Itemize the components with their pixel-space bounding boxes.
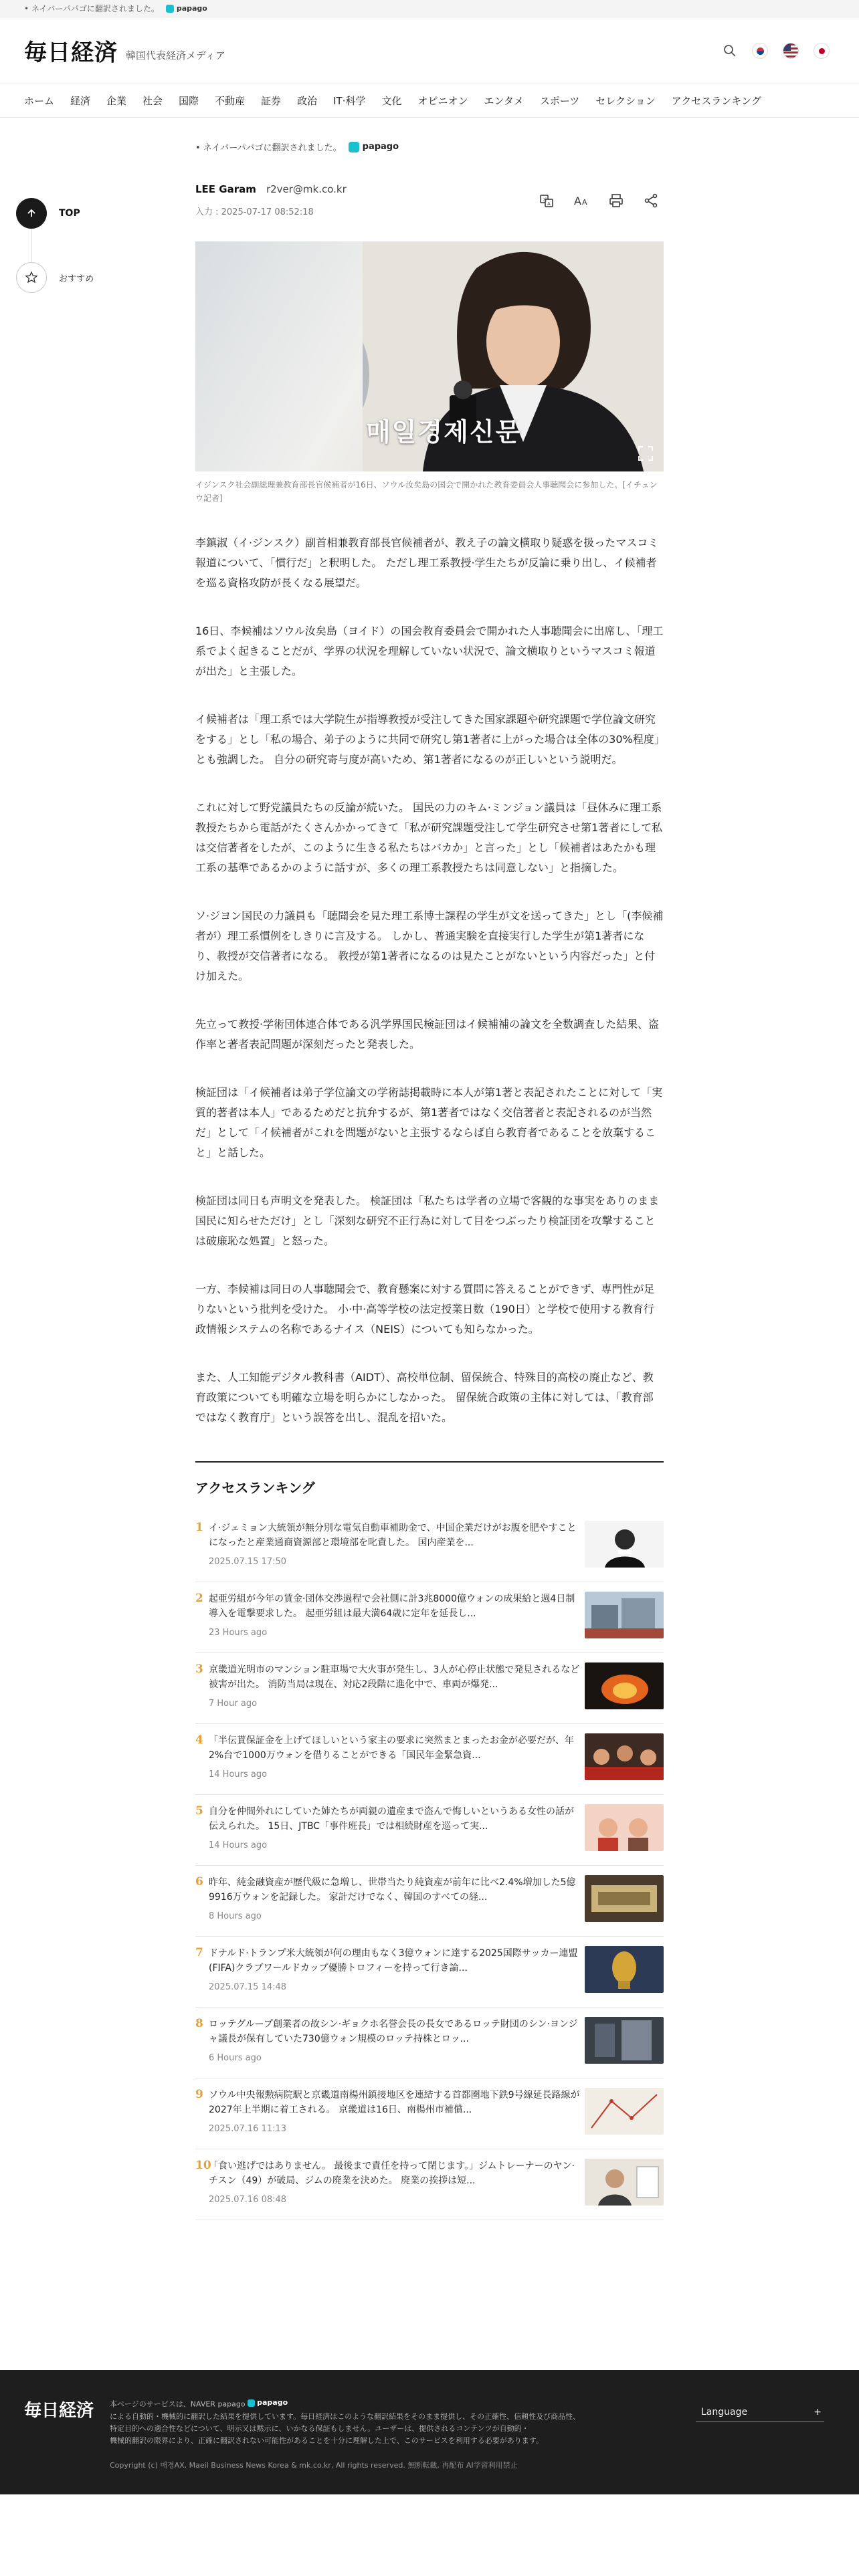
footer-disclaimer-line: 機械的翻訳の限界により、正確に翻訳されない可能性があることを十分に理解した上で、このサービスを利用する必要があります。 (110, 2436, 543, 2445)
rank-time: 6 Hours ago (209, 2053, 262, 2063)
nav-item-entertainment[interactable]: エンタメ (484, 95, 524, 107)
rank-headline[interactable]: 「食い逃げではありません。 最後まで責任を持って閉じます。」ジムトレーナーのヤン·チスン（49）が破局、ジムの廃業を決めた。 廃業の挨拶は短... (209, 2161, 575, 2186)
language-select[interactable] (696, 2402, 824, 2422)
nav-item-home[interactable]: ホーム (24, 95, 55, 107)
rank-thumbnail[interactable] (585, 1521, 664, 1568)
ranking-item[interactable] (195, 1653, 664, 1724)
section-divider (195, 1461, 664, 1463)
article-papago-badge (349, 142, 399, 152)
ranking-title: アクセスランキング (195, 1480, 315, 1496)
ranking-item[interactable] (195, 1582, 664, 1653)
translate-icon[interactable] (538, 192, 555, 209)
article-paragraph: イ候補者は「理工系では大学院生が指導教授が受注してきた国家課題や研究課題で学位論文研究をする」とし「私の場合、弟子のように共同で研究し第1著者に上がった場合は全体の30%程度」とも強調した。 自分の研究寄与度が高いため、第1著者になるのが正しいという説明だ。 (195, 713, 660, 766)
article-body (195, 533, 664, 1428)
article-translation-text: • ネイバーパパゴに翻訳されました。 (195, 143, 342, 153)
footer-disclaimer (110, 2397, 591, 2447)
rank-number: 9 (195, 2088, 203, 2101)
header-actions (723, 17, 830, 84)
recommend-label: おすすめ (59, 274, 94, 284)
article (195, 140, 664, 2220)
rank-thumbnail[interactable] (585, 2088, 664, 2135)
article-paragraph: また、人工知能デジタル教科書（AIDT）、高校単位制、留保統合、特殊目的高校の廃止など、教育政策についても明確な立場を明らかにしなかった。 留保統合政策の主体に対しては、「教育部ではなく教育庁」という誤答を出し、混乱を招いた。 (195, 1371, 654, 1424)
footer-papago-label: papago (257, 2398, 288, 2407)
article-paragraph: ソ·ジヨン国民の力議員も「聴聞会を見た理工系博士課程の学生が文を送ってきた」とし「(李候補者が）理工系慣例をしきりに言及する。 しかし、普通実験を直接実行した学生が第1著者になり、教授が交信著者になる。 教授が第1著者になるのは見たことがないという内容だった」と付け加えた。 (195, 909, 664, 982)
rank-headline[interactable]: ロッテグループ創業者の故シン·ギョクホ名誉会長の長女であるロッテ財団のシン·ヨンジャ議長が保有していた730億ウォン規模のロッテ持株とロッ... (209, 2019, 578, 2044)
plus-icon: + (814, 2406, 822, 2418)
rank-headline[interactable]: 「半伝貰保証金を上げてほしいという家主の要求に突然まとまったお金が必要だが、年2%台で1000万ウォンを借りることができる「国民年金緊急資... (209, 1735, 574, 1761)
article-paragraph: これに対して野党議員たちの反論が続いた。 国民の力のキム·ミンジョン議員は「昼休みに理工系教授たちから電話がたくさんかかってきて「私が研究課題受注して学生研究させ第1著者にして私は交信著者をしたが、このように生きる私たちはバカか」と言った」とし「候補者はあたかも理工系の基準であるかのように話すが、多くの理工系教授たちは同意しない」と指摘した。 (195, 801, 663, 874)
author-name[interactable]: LEE Garam (195, 183, 256, 195)
rank-number: 2 (195, 1592, 203, 1605)
us-flag-icon[interactable] (783, 43, 799, 59)
ranking-item[interactable] (195, 2149, 664, 2220)
rank-number: 1 (195, 1521, 203, 1534)
nav-item-world[interactable]: 国際 (179, 95, 199, 107)
papago-badge (166, 4, 207, 13)
rank-number: 4 (195, 1733, 203, 1747)
nav-item-society[interactable]: 社会 (142, 95, 163, 107)
rank-thumbnail[interactable] (585, 1946, 664, 1993)
rank-number: 7 (195, 1946, 203, 1959)
expand-icon[interactable] (637, 445, 654, 462)
font-size-icon[interactable] (573, 192, 590, 209)
svg-text:가: 가 (543, 197, 547, 203)
ranking-item[interactable] (195, 2008, 664, 2078)
footer-copyright: Copyright (c) 매경AX, Maeil Business News Korea & mk.co.kr, All rights reserved. 無断転載, 再配布 AI学習利用禁止 (110, 2461, 518, 2470)
nav-item-ranking[interactable]: アクセスランキング (671, 95, 761, 107)
scroll-top-button[interactable] (16, 198, 103, 229)
rank-headline[interactable]: 京畿道光明市のマンション駐車場で大火事が発生し、3人が心停止状態で発見されるなど被害が出た。 消防当局は現在、対応2段階に進化中で、車両が爆発... (209, 1665, 580, 1690)
rank-headline[interactable]: ドナルド·トランプ米大統領が何の理由もなく3億ウォンに達する2025国際サッカー連盟(FIFA)クラブワールドカップ優勝トロフィーを持って行き論... (209, 1948, 578, 1973)
footer-disclaimer-line: 本ページのサービスは、NAVER papago (110, 2399, 246, 2409)
ranking-item[interactable] (195, 1937, 664, 2008)
arrow-up-icon (16, 198, 47, 229)
rank-thumbnail[interactable] (585, 2159, 664, 2206)
nav-item-business[interactable]: 企業 (106, 95, 127, 107)
nav-item-selection[interactable]: セレクション (595, 95, 656, 107)
rank-thumbnail[interactable] (585, 2017, 664, 2064)
footer-papago-badge (248, 2397, 288, 2409)
papago-icon (349, 142, 359, 152)
footer-disclaimer-line: による自動的・機械的に翻訳した結果を提供しています。毎日経済はこのような翻訳結果をそのまま提供し、その正確性、信頼性及び商品性、 (110, 2411, 581, 2421)
svg-text:A: A (574, 195, 581, 207)
rank-time: 2025.07.16 08:48 (209, 2195, 287, 2205)
footer-disclaimer-line: 特定目的への適合性などについて、明示又は黙示に、いかなる保証もしません。ユーザーは、提供されるコンテンツが自動的・ (110, 2424, 529, 2433)
rank-headline[interactable]: 昨年、純金融資産が歴代級に急増し、世帯当たり純資産が前年に比べ2.4%増加した5億9916万ウォンを記録した。 家計だけでなく、韓国のすべての経... (209, 1877, 576, 1903)
rank-time: 7 Hour ago (209, 1699, 258, 1709)
article-paragraph: 検証団は「イ候補者は弟子学位論文の学術誌掲載時に本人が第1著と表記されたことに対して「実質的著者は本人」であるためだと抗弁するが、第1著者ではなく交信著者と表記されるのが当然だ」として「イ候補者がこれを問題がないと主張するならば自ら教育者であることを放棄すること」と話した。 (195, 1086, 663, 1159)
main-nav (0, 84, 859, 118)
ranking-list (195, 1511, 664, 2220)
article-tools (538, 192, 660, 209)
rank-headline[interactable]: 自分を仲間外れにしていた姉たちが両親の遺産まで盗んで悔しいというある女性の話が伝えられた。 15日、JTBC「事件班長」では相続財産を巡って実... (209, 1806, 574, 1832)
nav-item-politics[interactable]: 政治 (297, 95, 318, 107)
byline (195, 183, 664, 229)
nav-item-realestate[interactable]: 不動産 (215, 95, 246, 107)
article-papago-label: papago (362, 142, 399, 152)
papago-icon (248, 2399, 255, 2407)
rank-number: 8 (195, 2017, 203, 2030)
rank-thumbnail[interactable] (585, 1875, 664, 1922)
nav-item-it-science[interactable]: IT·科学 (333, 95, 366, 107)
japan-flag-icon[interactable] (814, 43, 830, 59)
rank-thumbnail[interactable] (585, 1592, 664, 1638)
papago-label: papago (176, 4, 207, 13)
rank-thumbnail[interactable] (585, 1804, 664, 1851)
rank-time: 2025.07.15 14:48 (209, 1982, 287, 1992)
rank-time: 14 Hours ago (209, 1840, 268, 1850)
rank-headline[interactable]: 起亜労組が今年の賃金·団体交渉過程で会社側に計3兆8000億ウォンの成果給と週4日制導入を電撃要求した。 起亜労組は最大満64歳に定年を延長し... (209, 1594, 575, 1619)
nav-item-culture[interactable]: 文化 (381, 95, 402, 107)
svg-text:A: A (547, 201, 551, 207)
rank-number: 6 (195, 1875, 203, 1889)
ranking-item[interactable] (195, 1795, 664, 1866)
rank-time: 2025.07.15 17:50 (209, 1557, 287, 1567)
photo-caption: イジンスク社会副総理兼教育部長官候補者が16日、ソウル汝矣島の国会で開かれた教育委員会人事聴聞会に参加した。[イチュンウ記者] (195, 480, 658, 503)
site-footer (0, 2370, 859, 2494)
rank-time: 14 Hours ago (209, 1769, 268, 1780)
article-paragraph: 一方、李候補は同日の人事聴聞会で、教育懸案に対する質問に答えることができず、専門性が足りないという批判を受けた。 小·中·高等学校の法定授業日数（190日）と学校で使用する教育行政情報システムの名称であるナイス（NEIS）についても知らなかった。 (195, 1283, 655, 1335)
rank-thumbnail[interactable] (585, 1662, 664, 1709)
author-email[interactable]: r2ver@mk.co.kr (266, 183, 347, 195)
rail-divider (31, 229, 32, 262)
rank-thumbnail[interactable] (585, 1733, 664, 1780)
papago-icon (166, 5, 174, 13)
nav-item-economy[interactable]: 経済 (70, 95, 91, 107)
rank-number: 3 (195, 1662, 203, 1676)
site-tagline: 韓国代表経済メディア (126, 49, 225, 62)
rank-headline[interactable]: ソウル中央報勲病院駅と京畿道南楊州鎮接地区を連結する首都圏地下鉄9号線延長路線が2027年上半期に着工される。 京畿道は16日、南楊州市補償... (209, 2090, 580, 2115)
share-icon[interactable] (642, 192, 660, 209)
footer-logo[interactable]: 毎日経済 (24, 2401, 94, 2421)
nav-item-stocks[interactable]: 証券 (261, 95, 282, 107)
site-header (0, 17, 859, 84)
article-photo[interactable] (195, 241, 664, 471)
ranking-item[interactable] (195, 1866, 664, 1937)
rank-time: 2025.07.16 11:13 (209, 2124, 287, 2134)
publish-date: 入力 : 2025-07-17 08:52:18 (195, 207, 314, 217)
ranking-item[interactable] (195, 2078, 664, 2149)
rank-headline[interactable]: イ·ジェミョン大統領が無分別な電気自動車補助金で、中国企業だけがお腹を肥やすことになったと産業通商資源部と環境部を叱責した。 国内産業を... (209, 1523, 577, 1548)
article-paragraph: 検証団は同日も声明文を発表した。 検証団は「私たちは学者の立場で客観的な事実をありのまま国民に知らせただけ」とし「深刻な研究不正行為に対して目をつぶったり検証団を攻撃することは破廉恥な処置」と怒った。 (195, 1194, 660, 1247)
article-paragraph: 16日、李候補はソウル汝矣島（ヨイド）の国会教育委員会で開かれた人事聴聞会に出席し、「理工系でよく起きることだが、学界の状況を理解していない状況で、論文横取りというマスコミ報道が出た」と主張した。 (195, 625, 664, 677)
print-icon[interactable] (607, 192, 625, 209)
article-translation-note (195, 140, 664, 153)
scroll-top-label: TOP (59, 208, 80, 219)
korean-flag-icon[interactable] (752, 43, 768, 59)
svg-text:A: A (582, 198, 587, 207)
site-logo[interactable]: 毎日経済 (24, 39, 118, 66)
rank-time: 23 Hours ago (209, 1628, 268, 1638)
translation-bar (0, 0, 859, 17)
article-paragraph: 先立って教授·学術団体連合体である汎学界国民検証団はイ候補補の論文を全数調査した結果、盗作率と著者表記問題が深刻だったと発表した。 (195, 1018, 660, 1051)
floating-rail (16, 198, 103, 293)
rank-number: 10 (195, 2159, 211, 2172)
nav-item-sports[interactable]: スポーツ (539, 95, 580, 107)
translation-note: • ネイバーパパゴに翻訳されました。 (24, 4, 159, 13)
rank-number: 5 (195, 1804, 203, 1818)
language-label: Language (701, 2406, 748, 2418)
article-paragraph: 李鎮淑（イ·ジンスク）副首相兼教育部長官候補者が、教え子の論文横取り疑惑を扱ったマスコミ報道について、「慣行だ」と釈明した。 ただし理工系教授·学生たちが反論に乗り出し、イ候補者を巡る資格攻防が長くなる展望だ。 (195, 536, 659, 589)
rank-time: 8 Hours ago (209, 1911, 262, 1921)
ranking-item[interactable] (195, 1511, 664, 1582)
star-icon (16, 262, 47, 293)
nav-item-opinion[interactable]: オピニオン (417, 95, 468, 107)
ranking-item[interactable] (195, 1724, 664, 1795)
search-icon[interactable] (723, 43, 737, 58)
photo-watermark: 매일경제신문 (366, 417, 522, 447)
recommend-button[interactable] (16, 262, 103, 293)
